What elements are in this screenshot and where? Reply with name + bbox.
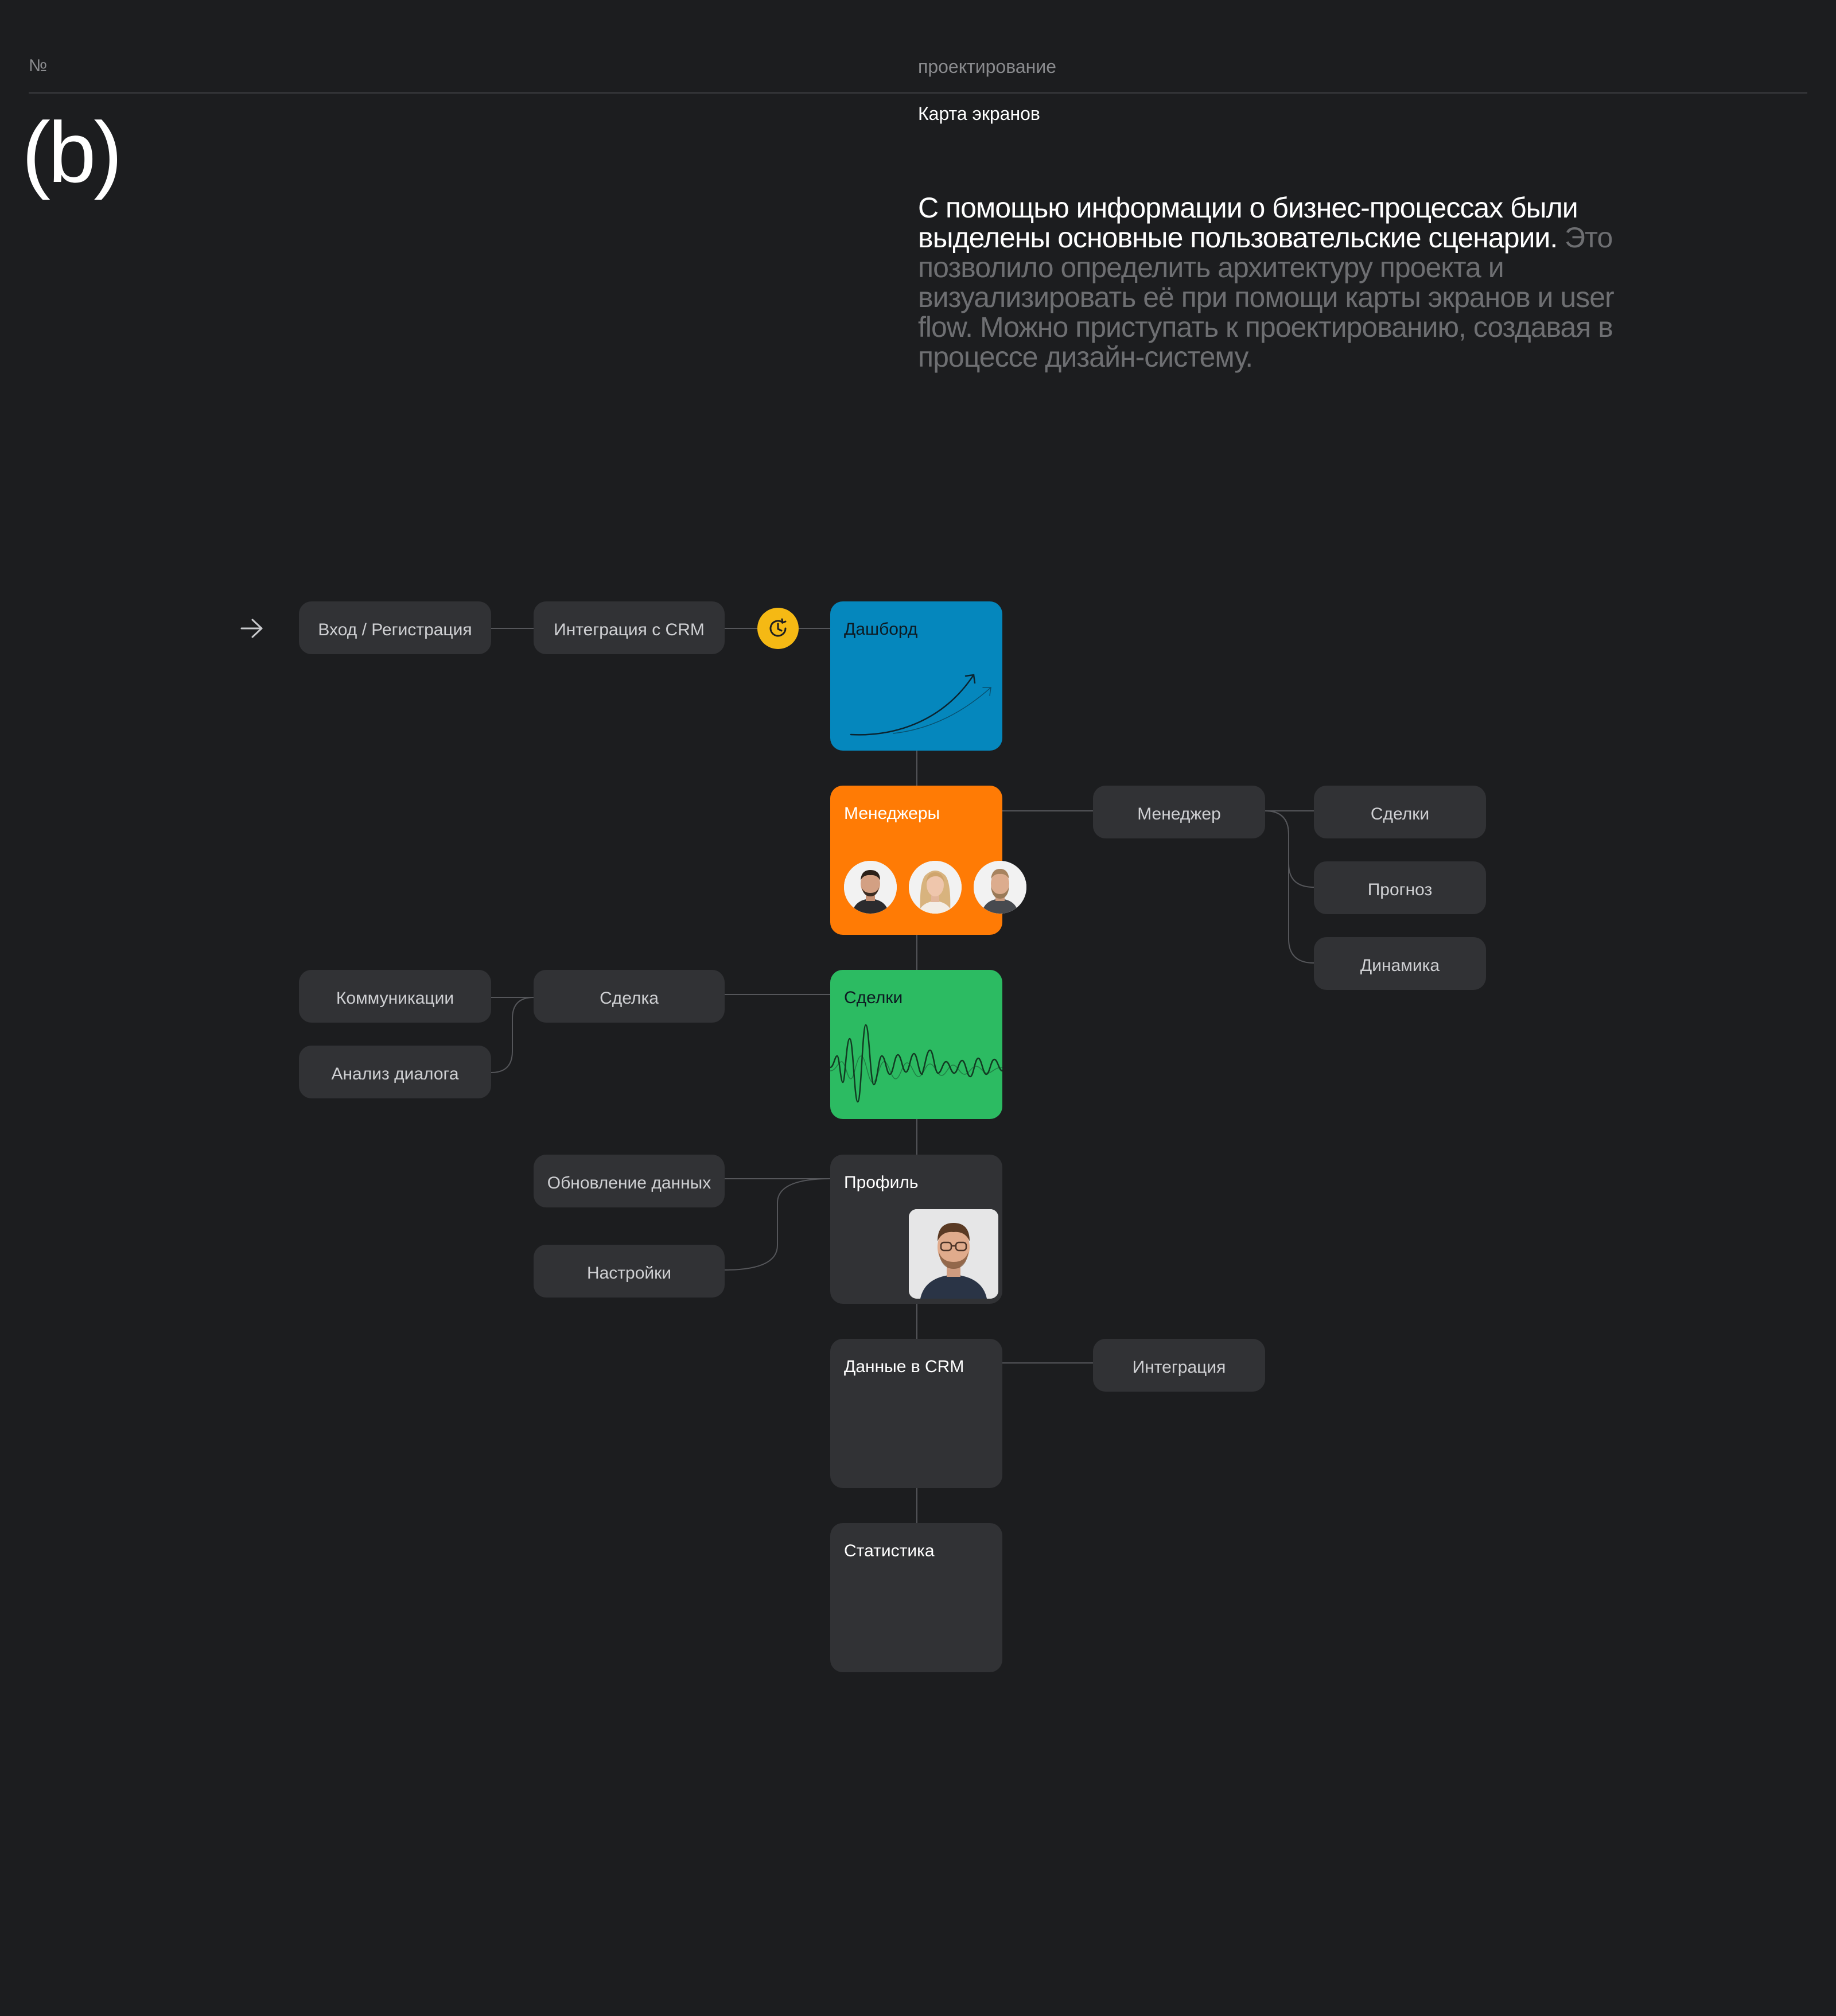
screen-managers-title: Менеджеры — [844, 804, 940, 823]
screen-managers[interactable] — [830, 786, 1002, 935]
node-login-label: Вход / Регистрация — [318, 620, 472, 639]
node-communications[interactable] — [299, 970, 491, 1023]
screen-crm-data[interactable] — [830, 1339, 1002, 1488]
connector-manager-forecast — [1265, 811, 1314, 887]
arrow-right-icon — [240, 617, 264, 639]
intro-muted: Это позволило определить архитектуру проекта и визуализировать её при помощи карты экранов и user flow. Можно приступать к проектированию, создавая в процессе дизайн-систему. — [918, 222, 1614, 373]
screen-dashboard-title: Дашборд — [844, 620, 918, 639]
connector-dialog-deal — [491, 997, 534, 1073]
screen-crm-data-title: Данные в CRM — [844, 1357, 964, 1376]
node-settings[interactable] — [534, 1245, 725, 1298]
node-crm-integration-label: Интеграция с CRM — [554, 620, 705, 639]
node-manager-forecast[interactable] — [1314, 861, 1486, 914]
node-manager-forecast-label: Прогноз — [1367, 880, 1433, 899]
node-manager-deals-label: Сделки — [1370, 805, 1430, 824]
node-dialog-analysis-label: Анализ диалога — [331, 1065, 459, 1083]
manager-avatar-3 — [974, 861, 1026, 914]
node-data-update-label: Обновление данных — [547, 1174, 711, 1192]
node-integration-label: Интеграция — [1132, 1358, 1226, 1377]
node-manager-deals[interactable] — [1314, 786, 1486, 838]
node-data-update[interactable] — [534, 1155, 725, 1207]
node-integration[interactable] — [1093, 1339, 1265, 1392]
section-label: проектирование — [918, 56, 1056, 77]
screen-statistics-title: Статистика — [844, 1541, 935, 1560]
screen-deals-title: Сделки — [844, 988, 903, 1007]
section-letter: (b) — [22, 104, 120, 200]
manager-avatar-1 — [844, 861, 897, 914]
node-dialog-analysis[interactable] — [299, 1046, 491, 1098]
profile-photo — [909, 1209, 998, 1299]
node-crm-integration[interactable] — [534, 601, 725, 654]
page-subtitle: Карта экранов — [918, 103, 1040, 124]
growth-chart-icon — [830, 601, 1002, 751]
intro-highlight: С помощью информации о бизнес-процессах были выделены основные пользовательские сценарии. — [918, 192, 1578, 254]
screen-profile[interactable] — [830, 1155, 1002, 1304]
waveform-chart-icon — [830, 970, 1002, 1119]
node-settings-label: Настройки — [586, 1264, 672, 1283]
node-manager[interactable] — [1093, 786, 1265, 838]
node-communications-label: Коммуникации — [336, 989, 454, 1008]
screen-dashboard[interactable] — [830, 601, 1002, 751]
screen-statistics[interactable] — [830, 1523, 1002, 1672]
connector-settings-profile — [725, 1179, 830, 1270]
node-manager-label: Менеджер — [1137, 805, 1221, 824]
node-manager-dynamics[interactable] — [1314, 937, 1486, 990]
node-login[interactable] — [299, 601, 491, 654]
number-label: № — [29, 56, 48, 75]
node-deal[interactable] — [534, 970, 725, 1023]
manager-avatar-2 — [909, 861, 962, 914]
clock-icon — [757, 608, 799, 649]
node-manager-dynamics-label: Динамика — [1360, 956, 1440, 975]
node-deal-label: Сделка — [600, 989, 659, 1008]
screen-deals[interactable] — [830, 970, 1002, 1119]
screen-profile-title: Профиль — [844, 1173, 919, 1192]
